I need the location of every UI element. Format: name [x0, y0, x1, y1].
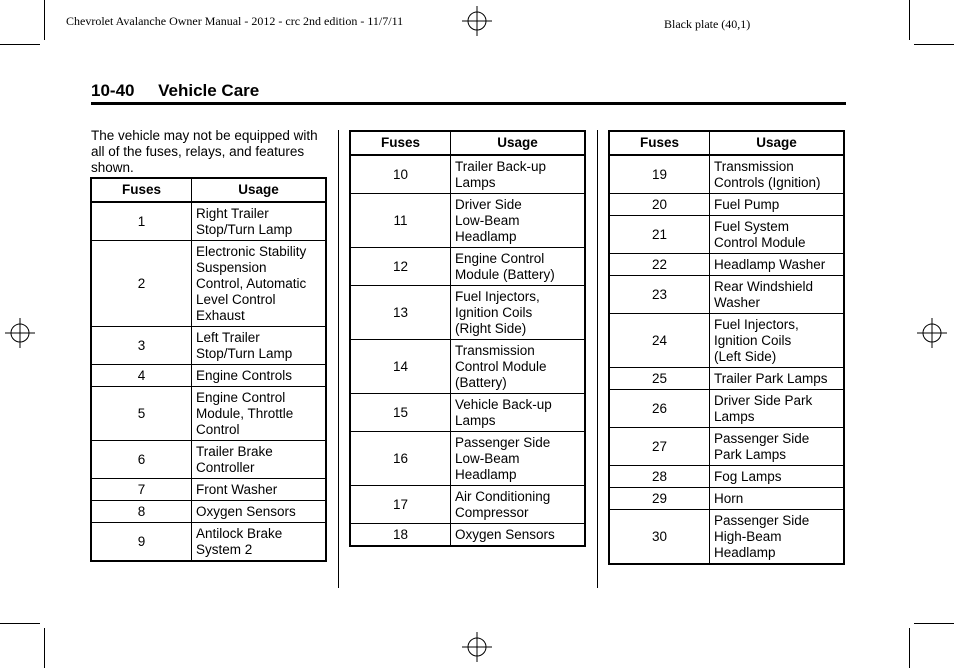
usage-line: Antilock Brake — [196, 526, 283, 541]
crop-mark — [44, 628, 45, 668]
column-divider — [597, 130, 598, 588]
usage-line: Fuel System — [714, 219, 790, 234]
usage-line: Oxygen Sensors — [455, 527, 555, 542]
table-row — [609, 216, 844, 254]
table-row — [609, 390, 844, 428]
fuse-usage — [710, 216, 845, 254]
usage-line: Control, Automatic — [196, 276, 307, 291]
usage-line: Controls (Ignition) — [714, 175, 821, 190]
usage-line: Engine Control — [455, 251, 545, 266]
usage-line: Fuel Injectors, — [714, 317, 799, 332]
fuse-usage — [192, 479, 327, 501]
usage-line: Control Module — [455, 359, 547, 374]
fuse-number: 15 — [350, 394, 451, 432]
fuse-number: 1 — [91, 202, 192, 241]
fuse-usage — [451, 432, 586, 486]
fuse-table-1 — [90, 177, 327, 562]
table-row — [609, 155, 844, 194]
fuses-header: Fuses — [91, 178, 192, 202]
heading-rule — [91, 102, 846, 105]
table-row — [609, 488, 844, 510]
fuse-number: 18 — [350, 524, 451, 547]
fuse-number: 9 — [91, 523, 192, 562]
fuse-usage — [192, 387, 327, 441]
usage-line: Compressor — [455, 505, 529, 520]
fuse-number: 10 — [350, 155, 451, 194]
fuse-number: 7 — [91, 479, 192, 501]
fuse-number: 26 — [609, 390, 710, 428]
fuse-usage — [192, 523, 327, 562]
table-row — [350, 486, 585, 524]
fuse-table-2 — [349, 130, 586, 547]
usage-line: Fuel Pump — [714, 197, 780, 212]
fuse-usage — [192, 501, 327, 523]
table-row — [350, 524, 585, 547]
intro-text: The vehicle may not be equipped with all of the fuses, relays, and features shown. — [91, 128, 318, 175]
table-row — [609, 314, 844, 368]
usage-line: (Left Side) — [714, 349, 777, 364]
fuse-usage — [710, 466, 845, 488]
fuse-usage — [710, 254, 845, 276]
usage-line: Trailer Park Lamps — [714, 371, 828, 386]
table-row — [91, 327, 326, 365]
usage-line: Passenger Side — [714, 431, 810, 446]
fuse-usage — [710, 368, 845, 390]
table-row — [91, 365, 326, 387]
fuse-number: 8 — [91, 501, 192, 523]
fuse-usage — [710, 194, 845, 216]
usage-line: Left Trailer — [196, 330, 260, 345]
registration-mark-icon — [5, 318, 35, 348]
usage-line: Park Lamps — [714, 447, 787, 462]
usage-line: Ignition Coils — [714, 333, 792, 348]
page-heading — [91, 81, 259, 101]
usage-line: Lamps — [455, 413, 496, 428]
usage-header: Usage — [192, 178, 327, 202]
fuse-number: 29 — [609, 488, 710, 510]
section-title: Vehicle Care — [158, 81, 260, 100]
usage-line: (Right Side) — [455, 321, 527, 336]
fuse-number: 23 — [609, 276, 710, 314]
usage-line: Control — [196, 422, 240, 437]
table-row — [609, 466, 844, 488]
fuse-number: 22 — [609, 254, 710, 276]
usage-line: Exhaust — [196, 308, 245, 323]
fuse-number: 21 — [609, 216, 710, 254]
usage-line: (Battery) — [455, 375, 507, 390]
fuse-usage — [192, 365, 327, 387]
usage-line: Air Conditioning — [455, 489, 551, 504]
fuse-number: 19 — [609, 155, 710, 194]
table-row — [350, 248, 585, 286]
table-row — [91, 387, 326, 441]
usage-line: Suspension — [196, 260, 267, 275]
usage-line: Headlamp — [455, 467, 517, 482]
fuse-number: 27 — [609, 428, 710, 466]
fuse-number: 12 — [350, 248, 451, 286]
fuse-number: 6 — [91, 441, 192, 479]
registration-mark-icon — [917, 318, 947, 348]
crop-mark — [44, 0, 45, 40]
usage-line: Rear Windshield — [714, 279, 814, 294]
usage-line: Passenger Side — [714, 513, 810, 528]
table-row — [91, 202, 326, 241]
table-row — [350, 394, 585, 432]
fuse-usage — [710, 314, 845, 368]
usage-line: Driver Side — [455, 197, 522, 212]
fuse-number: 24 — [609, 314, 710, 368]
crop-mark — [909, 628, 910, 668]
fuse-number: 4 — [91, 365, 192, 387]
fuse-usage — [192, 327, 327, 365]
fuse-usage — [710, 155, 845, 194]
usage-line: Headlamp — [714, 545, 776, 560]
fuse-number: 5 — [91, 387, 192, 441]
usage-line: Front Washer — [196, 482, 278, 497]
table-row — [91, 523, 326, 562]
usage-line: Right Trailer — [196, 206, 269, 221]
fuse-usage — [451, 248, 586, 286]
usage-line: Electronic Stability — [196, 244, 307, 259]
usage-line: System 2 — [196, 542, 253, 557]
usage-line: Low-Beam — [455, 451, 520, 466]
crop-mark — [909, 0, 910, 40]
usage-line: Engine Control — [196, 390, 286, 405]
fuse-usage — [451, 486, 586, 524]
fuse-number: 30 — [609, 510, 710, 565]
usage-line: Fuel Injectors, — [455, 289, 540, 304]
fuse-usage — [451, 524, 586, 547]
usage-line: Fog Lamps — [714, 469, 782, 484]
usage-line: High-Beam — [714, 529, 782, 544]
fuse-usage — [451, 194, 586, 248]
crop-mark — [0, 623, 40, 624]
table-row — [91, 241, 326, 327]
table-row — [609, 254, 844, 276]
fuse-number: 17 — [350, 486, 451, 524]
usage-line: Trailer Back-up — [455, 159, 547, 174]
crop-mark — [914, 44, 954, 45]
table-row — [91, 479, 326, 501]
fuses-header: Fuses — [350, 131, 451, 155]
usage-line: Headlamp Washer — [714, 257, 826, 272]
usage-line: Module (Battery) — [455, 267, 555, 282]
fuse-table-3 — [608, 130, 845, 565]
usage-line: Headlamp — [455, 229, 517, 244]
fuse-number: 14 — [350, 340, 451, 394]
table-row — [609, 510, 844, 565]
fuse-usage — [710, 276, 845, 314]
usage-line: Stop/Turn Lamp — [196, 222, 293, 237]
print-header-title: Chevrolet Avalanche Owner Manual - 2012 - crc 2nd edition - 11/7/11 — [66, 14, 404, 28]
fuse-usage — [710, 390, 845, 428]
usage-line: Vehicle Back-up — [455, 397, 552, 412]
table-row — [350, 286, 585, 340]
registration-mark-icon — [462, 6, 492, 36]
fuse-usage — [192, 441, 327, 479]
usage-line: Washer — [714, 295, 761, 310]
fuse-usage — [451, 155, 586, 194]
table-row — [609, 428, 844, 466]
fuse-number: 11 — [350, 194, 451, 248]
usage-line: Level Control — [196, 292, 276, 307]
crop-mark — [0, 44, 40, 45]
usage-line: Horn — [714, 491, 744, 506]
usage-line: Stop/Turn Lamp — [196, 346, 293, 361]
fuse-number: 3 — [91, 327, 192, 365]
table-row — [91, 501, 326, 523]
table-row — [350, 432, 585, 486]
registration-mark-icon — [462, 632, 492, 662]
table-row — [609, 194, 844, 216]
usage-line: Lamps — [714, 409, 755, 424]
usage-header: Usage — [451, 131, 586, 155]
column-divider — [338, 130, 339, 588]
page-number: 10-40 — [91, 81, 135, 100]
fuse-number: 20 — [609, 194, 710, 216]
fuse-usage — [710, 428, 845, 466]
fuse-number: 28 — [609, 466, 710, 488]
table-row — [609, 276, 844, 314]
fuse-usage — [192, 241, 327, 327]
table-row — [350, 155, 585, 194]
fuse-usage — [451, 340, 586, 394]
usage-line: Driver Side Park — [714, 393, 813, 408]
fuse-number: 16 — [350, 432, 451, 486]
usage-line: Low-Beam — [455, 213, 520, 228]
usage-line: Oxygen Sensors — [196, 504, 296, 519]
table-row — [91, 441, 326, 479]
fuse-usage — [192, 202, 327, 241]
fuses-header: Fuses — [609, 131, 710, 155]
fuse-usage — [710, 488, 845, 510]
table-row — [609, 368, 844, 390]
usage-line: Ignition Coils — [455, 305, 533, 320]
usage-line: Controller — [196, 460, 255, 475]
fuse-number: 25 — [609, 368, 710, 390]
usage-header: Usage — [710, 131, 845, 155]
usage-line: Trailer Brake — [196, 444, 273, 459]
crop-mark — [914, 623, 954, 624]
fuse-usage — [710, 510, 845, 565]
usage-line: Transmission — [714, 159, 794, 174]
table-row — [350, 340, 585, 394]
fuse-usage — [451, 394, 586, 432]
fuse-number: 2 — [91, 241, 192, 327]
print-header-plate: Black plate (40,1) — [664, 17, 751, 31]
table-row — [350, 194, 585, 248]
usage-line: Module, Throttle — [196, 406, 294, 421]
usage-line: Transmission — [455, 343, 535, 358]
usage-line: Engine Controls — [196, 368, 293, 383]
fuse-number: 13 — [350, 286, 451, 340]
usage-line: Passenger Side — [455, 435, 551, 450]
usage-line: Control Module — [714, 235, 806, 250]
usage-line: Lamps — [455, 175, 496, 190]
fuse-usage — [451, 286, 586, 340]
